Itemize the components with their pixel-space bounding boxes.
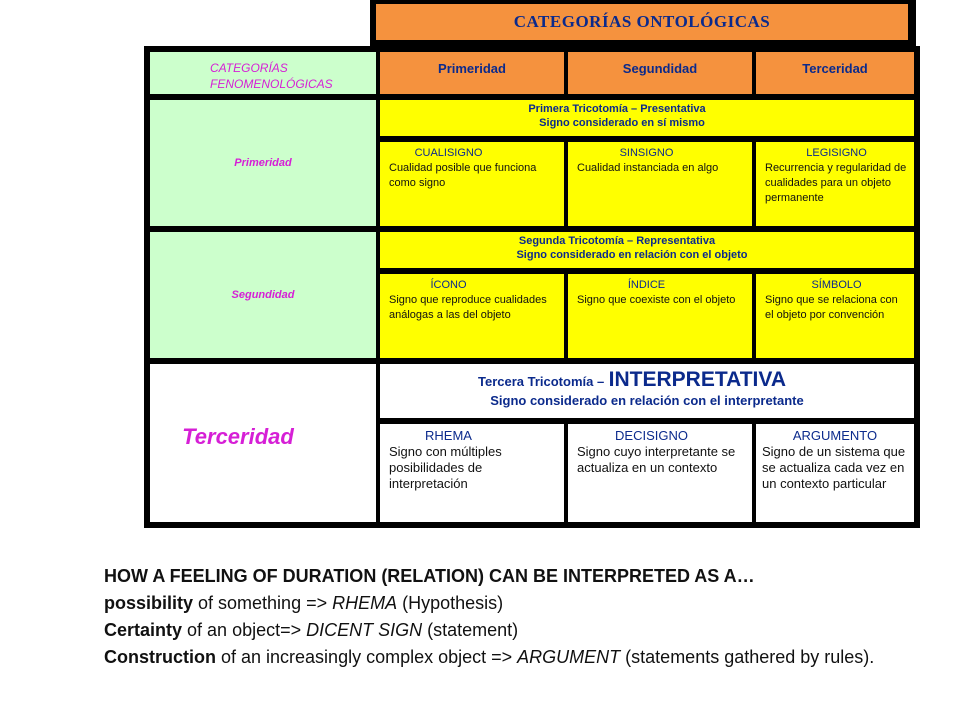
sign-sinsigno [568,142,752,226]
trichotomy-2-header [380,232,914,268]
sign-icono [380,274,564,358]
row-label-primeridad: Primeridad [150,100,376,226]
column-header-primeridad: Primeridad [380,52,564,94]
sign-title: ÍCONO [430,279,467,291]
column-header-terceridad: Terceridad [756,52,914,94]
semiotic-table [144,46,920,528]
ontological-header [374,2,910,42]
sign-desc: Signo con múltiples posibilidades de interpretación [389,444,502,491]
explanation-heading: HOW A FEELING OF DURATION (RELATION) CAN BE INTERPRETED AS A… [104,566,755,586]
trichotomy-3-line2: Signo considerado en relación con el interpretante [490,393,804,408]
sign-title: RHEMA [425,428,472,443]
trichotomy-1-line1: Primera Tricotomía – Presentativa [528,103,706,115]
explanation-text [104,563,944,671]
sign-indice [568,274,752,358]
corner-label: CATEGORÍAS FENOMENOLÓGICAS [210,61,333,91]
sign-argumento [756,424,914,522]
sign-title: ARGUMENTO [792,428,878,443]
sign-cualisigno [380,142,564,226]
trichotomy-2-line2: Signo considerado en relación con el objeto [516,249,748,261]
sign-desc: Signo de un sistema que se actualiza cada vez en un contexto particular [762,444,906,491]
sign-desc: Signo que reproduce cualidades análogas a las del objeto [389,294,547,321]
sign-desc: Signo cuyo interpretante se actualiza en un contexto [577,444,736,475]
row-label-segundidad: Segundidad [150,232,376,358]
sign-desc: Cualidad posible que funciona como signo [389,162,537,189]
trichotomy-3-header [380,364,914,418]
explanation-line-1: possibility of something => RHEMA (Hypothesis) [104,593,504,613]
sign-title: LEGISIGNO [806,147,867,159]
row-label-terceridad: Terceridad [150,364,376,522]
ontological-title: CATEGORÍAS ONTOLÓGICAS [513,12,771,31]
sign-desc: Recurrencia y regularidad de cualidades para un objeto permanente [765,162,907,204]
sign-title: CUALISIGNO [414,147,483,159]
sign-rhema [380,424,564,522]
explanation-line-3: Construction of an increasingly complex object => ARGUMENT (statements gathered by rules). [104,647,875,667]
sign-title: SÍMBOLO [811,279,862,291]
trichotomy-3-line1: Tercera Tricotomía – INTERPRETATIVA [477,368,786,391]
sign-desc: Signo que coexiste con el objeto [577,294,736,306]
sign-simbolo [756,274,914,358]
explanation-line-2: Certainty of an object=> DICENT SIGN (statement) [104,620,519,640]
corner-label-cell [150,52,376,94]
sign-title: ÍNDICE [627,279,666,291]
sign-title: SINSIGNO [619,147,674,159]
trichotomy-2-line1: Segunda Tricotomía – Representativa [518,235,716,247]
column-header-segundidad: Segundidad [568,52,752,94]
sign-legisigno [756,142,914,226]
sign-decisigno [568,424,752,522]
sign-title: DECISIGNO [615,428,688,443]
sign-desc: Signo que se relaciona con el objeto por convención [765,294,898,321]
sign-desc: Cualidad instanciada en algo [577,162,719,174]
trichotomy-1-header [380,100,914,136]
trichotomy-1-line2: Signo considerado en sí mismo [539,117,705,129]
